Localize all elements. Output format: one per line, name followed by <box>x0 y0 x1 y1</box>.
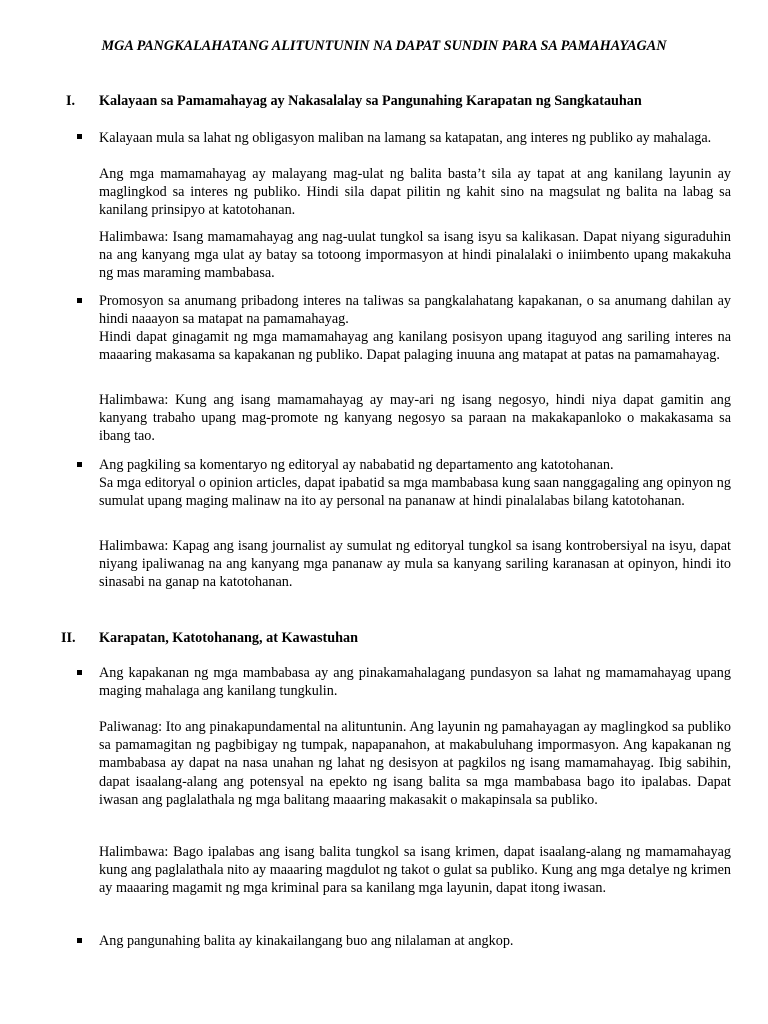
item-explanation: Sa mga editoryal o opinion articles, dapat ipabatid sa mga mambabasa kung saan nanggagaling ang opinyon ng sumulat upang maging malinaw na ito ay personal na pananaw at hindi pinalalabas bilang katotohanan. <box>99 475 731 510</box>
item-example: Halimbawa: Bago ipalabas ang isang balita tungkol sa isang krimen, dapat isaalang-alang ng mamamahayag kung ang paglalathala nito ay maaaring magdulot ng takot o gulat sa publiko. Kung ang mga detalye ng krimen ay maaaring magamit ng mga kriminal para sa kanilang mga layunin, dapat itong iwasan. <box>99 844 731 897</box>
item-lead: Ang kapakanan ng mga mambabasa ay ang pinakamahalagang pundasyon sa lahat ng mamamahayag upang maging mahalaga ang kanilang tungkulin. <box>99 665 731 700</box>
section-title: Karapatan, Katotohanang, at Kawastuhan <box>99 630 358 646</box>
section-title: Kalayaan sa Pamamahayag ay Nakasalalay sa Pangunahing Karapatan ng Sangkatauhan <box>99 93 642 109</box>
square-bullet-icon <box>77 670 82 675</box>
item-explanation: Paliwanag: Ito ang pinakapundamental na alituntunin. Ang layunin ng pamahayagan ay maglingkod sa publiko sa pamamagitan ng pagbibigay ng tumpak, napapanahon, at makabuluhang impormasyon. Ang kapakanan ng mambabasa ay dapat na nasa unahan ng lahat ng desisyon at pagkilos ng isang mamamahayag. Ibig sabihin, dapat isaalang-alang ang potensyal na epekto ng isang balita sa mga mambabasa bago ito ipalabas. Dapat iwasan ang paglalathala ng mga balitang maaaring makasakit o makapinsala sa publiko. <box>99 719 731 808</box>
item-example: Halimbawa: Isang mamamahayag ang nag-uulat tungkol sa isang isyu sa kalikasan. Dapat niyang siguraduhin na ang kanyang mga ulat ay batay sa totoong impormasyon at hindi pinalalaki o iniimbento upang makakuha ng mas maraming mambabasa. <box>99 229 731 282</box>
item-lead: Promosyon sa anumang pribadong interes na taliwas sa pangkalahatang kapakanan, o sa anumang dahilan ay hindi naaayon sa matapat na pamamahayag. <box>99 293 731 328</box>
square-bullet-icon <box>77 298 82 303</box>
item-lead: Ang pagkiling sa komentaryo ng editoryal ay nababatid ng departamento ang katotohanan. <box>99 457 614 473</box>
square-bullet-icon <box>77 938 82 943</box>
square-bullet-icon <box>77 462 82 467</box>
item-example: Halimbawa: Kung ang isang mamamahayag ay may-ari ng isang negosyo, hindi niya dapat gamitin ang kanyang trabaho upang mag-promote ng kanyang negosyo sa paraan na makakapanloko o makakasama sa ibang tao. <box>99 392 731 445</box>
section-number: II. <box>61 630 76 646</box>
item-explanation: Ang mga mamamahayag ay malayang mag-ulat ng balita basta’t sila ay tapat at ang kanilang layunin ay maglingkod sa interes ng publiko. Hindi sila dapat pilitin ng kahit sino na magsulat ng balita na labag sa kanilang prinsipyo at katotohanan. <box>99 166 731 219</box>
item-example: Halimbawa: Kapag ang isang journalist ay sumulat ng editoryal tungkol sa isang kontrobersiyal na isyu, dapat niyang ipaliwanag na ang kanyang mga pananaw ay mula sa kanyang sariling karanasan at opinyon, hindi ito sinasabi na ganap na katotohanan. <box>99 538 731 591</box>
square-bullet-icon <box>77 134 82 139</box>
item-explanation: Hindi dapat ginagamit ng mga mamamahayag ang kanilang posisyon upang itaguyod ang sariling interes na maaaring makasama sa kapakanan ng publiko. Dapat palaging inuuna ang matapat at patas na pamamahayag. <box>99 329 731 364</box>
section-number: I. <box>66 93 76 109</box>
item-lead: Ang pangunahing balita ay kinakailangang buo ang nilalaman at angkop. <box>99 933 514 949</box>
document-title: MGA PANGKALAHATANG ALITUNTUNIN NA DAPAT SUNDIN PARA SA PAMAHAYAGAN <box>101 38 667 54</box>
item-lead: Kalayaan mula sa lahat ng obligasyon maliban na lamang sa katapatan, ang interes ng publiko ay mahalaga. <box>99 130 712 146</box>
